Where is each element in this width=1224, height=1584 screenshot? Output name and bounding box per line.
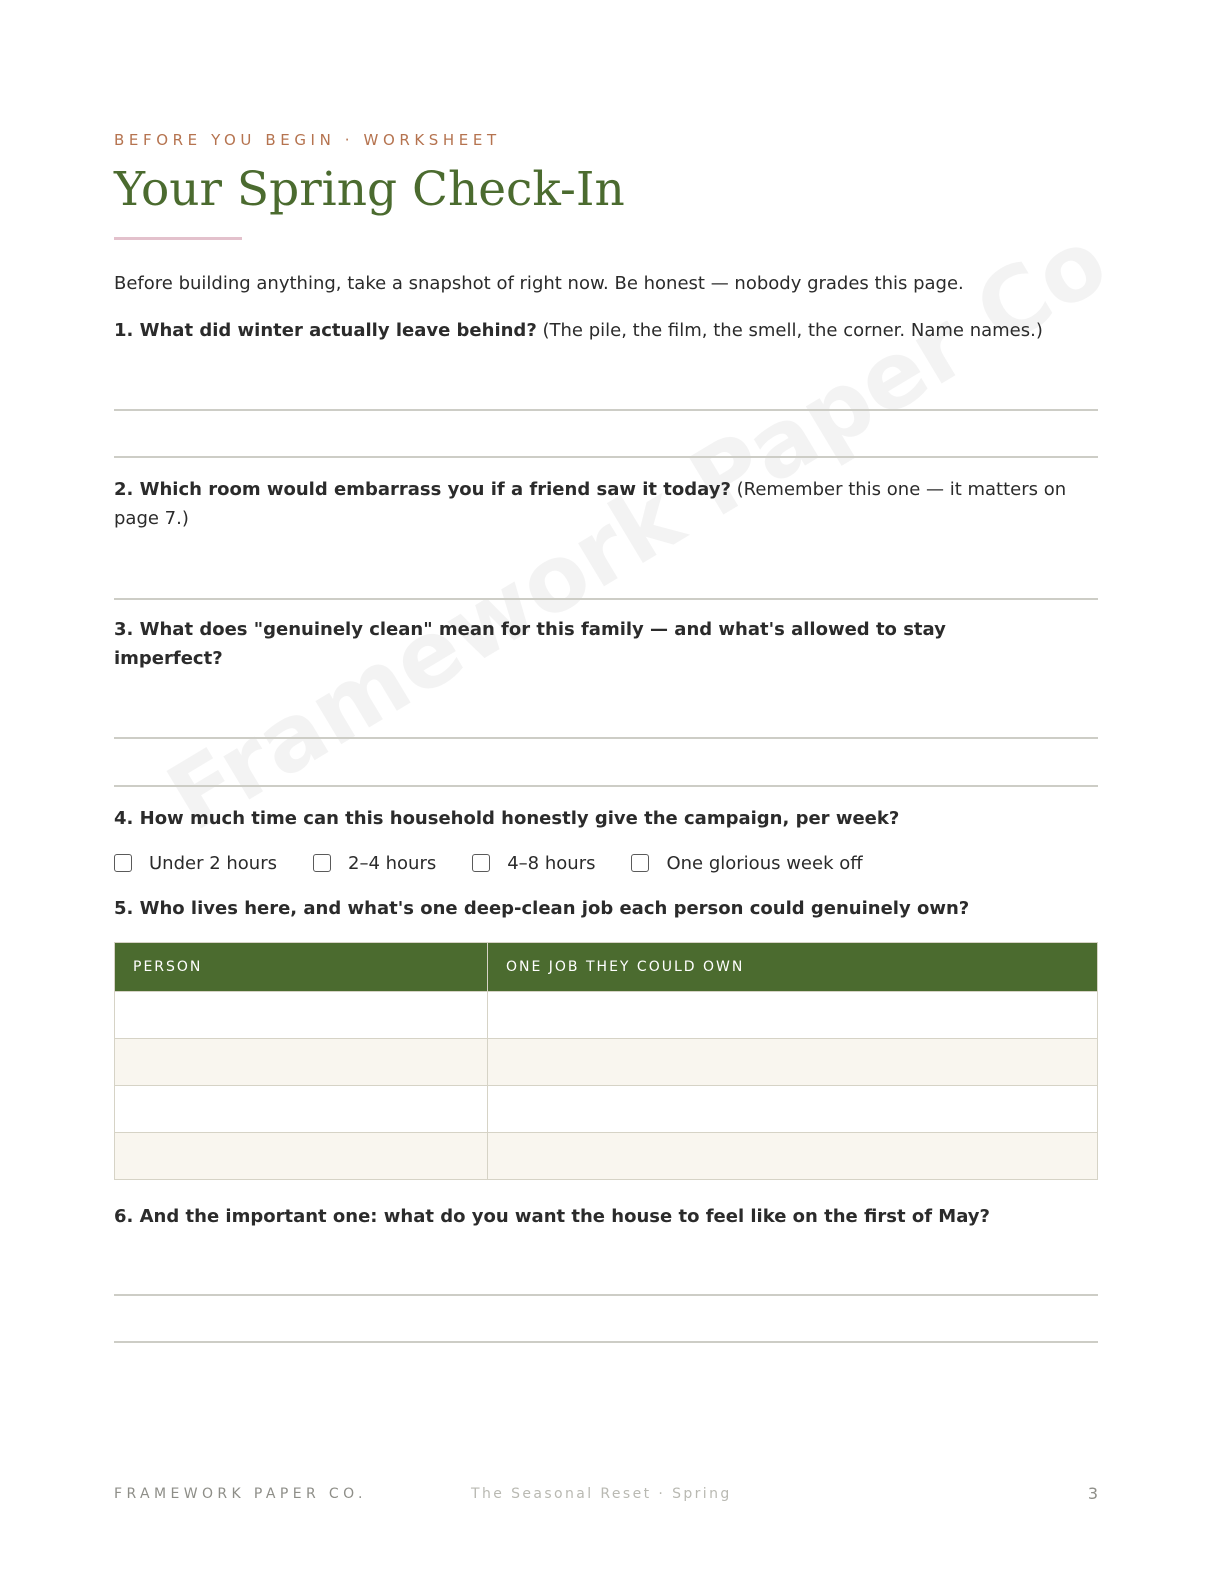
page-footer xyxy=(114,1486,1098,1506)
time-options xyxy=(114,850,863,876)
job-cell[interactable] xyxy=(488,1086,1097,1132)
page-number: 3 xyxy=(1087,1484,1098,1503)
time-option-label: 2–4 hours xyxy=(348,852,437,874)
question-1-hint: (The pile, the film, the smell, the corner. Name names.) xyxy=(542,320,1043,341)
time-option-label: Under 2 hours xyxy=(149,852,277,874)
answer-line-6b[interactable] xyxy=(114,1341,1098,1343)
job-cell[interactable] xyxy=(488,1039,1097,1085)
question-5 xyxy=(114,894,1098,923)
table-row xyxy=(115,991,1097,1038)
table-row xyxy=(115,1132,1097,1179)
answer-line-1b[interactable] xyxy=(114,456,1098,458)
job-cell[interactable] xyxy=(488,1133,1097,1179)
question-3 xyxy=(114,615,1014,673)
time-option-label: 4–8 hours xyxy=(507,852,596,874)
answer-line-3b[interactable] xyxy=(114,785,1098,787)
time-option-label: One glorious week off xyxy=(666,852,863,874)
table-row xyxy=(115,1038,1097,1085)
checkbox-icon[interactable] xyxy=(313,854,331,872)
household-jobs-table xyxy=(114,942,1098,1180)
question-3-prompt: 3. What does "genuinely clean" mean for this family — and what's allowed to stay imperfect? xyxy=(114,619,946,669)
intro-text: Before building anything, take a snapshot of right now. Be honest — nobody grades this page. xyxy=(114,273,964,294)
question-2-hint: (Remember this one — it matters on page 7.) xyxy=(114,479,1067,529)
question-1 xyxy=(114,316,1098,345)
question-6 xyxy=(114,1202,1098,1231)
column-header-person: PERSON xyxy=(115,943,488,991)
footer-series: The Seasonal Reset · Spring xyxy=(471,1486,732,1502)
section-eyebrow: BEFORE YOU BEGIN · WORKSHEET xyxy=(114,131,501,149)
person-cell[interactable] xyxy=(115,1133,488,1179)
question-1-prompt: 1. What did winter actually leave behind? xyxy=(114,320,537,341)
time-option-2-4[interactable] xyxy=(313,853,436,874)
answer-line-6a[interactable] xyxy=(114,1294,1098,1296)
question-6-prompt: 6. And the important one: what do you want the house to feel like on the first of May? xyxy=(114,1206,990,1227)
answer-line-3a[interactable] xyxy=(114,737,1098,739)
answer-line-1a[interactable] xyxy=(114,409,1098,411)
footer-brand: FRAMEWORK PAPER CO. xyxy=(114,1486,367,1502)
question-4-prompt: 4. How much time can this household honestly give the campaign, per week? xyxy=(114,808,900,829)
column-header-job: ONE JOB THEY COULD OWN xyxy=(506,959,745,975)
checkbox-icon[interactable] xyxy=(631,854,649,872)
time-option-under-2[interactable] xyxy=(114,853,277,874)
question-4 xyxy=(114,804,1098,833)
question-5-prompt: 5. Who lives here, and what's one deep-clean job each person could genuinely own? xyxy=(114,898,970,919)
title-accent-rule xyxy=(114,237,242,240)
person-cell[interactable] xyxy=(115,1086,488,1132)
question-2 xyxy=(114,475,1098,533)
person-cell[interactable] xyxy=(115,1039,488,1085)
time-option-week-off[interactable] xyxy=(631,853,862,874)
checkbox-icon[interactable] xyxy=(114,854,132,872)
table-header xyxy=(115,943,1097,991)
answer-line-2a[interactable] xyxy=(114,598,1098,600)
page-title: Your Spring Check-In xyxy=(114,162,625,217)
table-row xyxy=(115,1085,1097,1132)
time-option-4-8[interactable] xyxy=(472,853,595,874)
worksheet-page xyxy=(114,0,1098,1584)
question-2-prompt: 2. Which room would embarrass you if a friend saw it today? xyxy=(114,479,731,500)
job-cell[interactable] xyxy=(488,992,1097,1038)
checkbox-icon[interactable] xyxy=(472,854,490,872)
person-cell[interactable] xyxy=(115,992,488,1038)
